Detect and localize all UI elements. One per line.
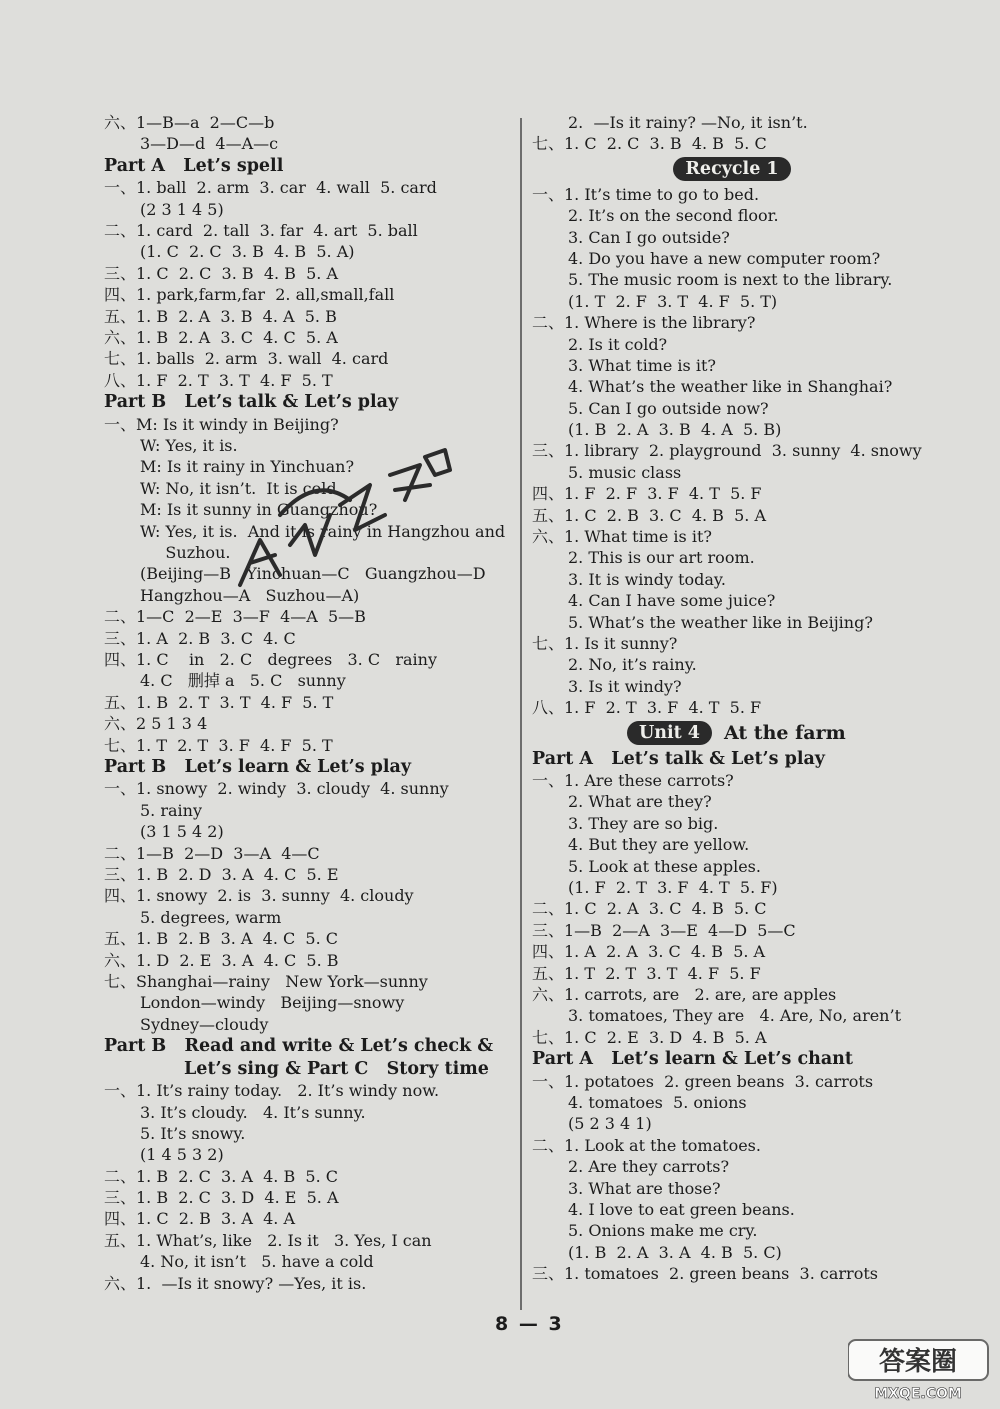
answer-line: W: Yes, it is. [140, 436, 238, 456]
section-banner [522, 157, 942, 181]
answer-line: 七、1. C 2. E 3. D 4. B 5. A [532, 1027, 767, 1047]
answer-line: 五、1. B 2. T 3. T 4. F 5. T [104, 692, 334, 712]
answer-line: 五、1. What’s, like 2. Is it 3. Yes, I can [104, 1230, 432, 1250]
answer-line: 四、1. F 2. F 3. F 4. T 5. F [532, 484, 762, 504]
answer-line: 四、1. C 2. B 3. A 4. A [104, 1209, 296, 1229]
answer-line: 五、1. B 2. A 3. B 4. A 5. B [104, 306, 337, 326]
left-column [104, 112, 512, 1294]
watermark-logo [848, 1338, 993, 1404]
answer-line: 三、1. tomatoes 2. green beans 3. carrots [532, 1264, 878, 1284]
answer-line: (Beijing—B Yinchuan—C Guangzhou—D [140, 564, 486, 584]
answer-line: 5. Can I go outside now? [568, 398, 769, 418]
answer-line: 二、1. C 2. A 3. C 4. B 5. C [532, 899, 767, 919]
section-banner [532, 721, 942, 745]
section-heading: Part A Let’s learn & Let’s chant [532, 1049, 853, 1070]
answer-line: 一、1. It’s time to go to bed. [532, 184, 760, 204]
answer-line: 三、1. C 2. C 3. B 4. B 5. A [104, 263, 339, 283]
section-badge: Unit 4 [627, 721, 712, 745]
answer-line: (1. B 2. A 3. B 4. A 5. B) [568, 420, 782, 440]
section-heading: Part B Let’s learn & Let’s play [104, 756, 412, 777]
answer-line: (1. B 2. A 3. A 4. B 5. C) [568, 1242, 782, 1262]
answer-line: (1. C 2. C 3. B 4. B 5. A) [140, 242, 355, 262]
answer-line: (1. T 2. F 3. T 4. F 5. T) [568, 291, 778, 311]
answer-line: 三、1—B 2—A 3—E 4—D 5—C [532, 920, 796, 940]
answer-line: 3. It’s cloudy. 4. It’s sunny. [140, 1102, 366, 1122]
section-heading: Part B Read and write & Let’s check & [104, 1036, 494, 1057]
answer-line: Hangzhou—A Suzhou—A) [140, 585, 360, 605]
answer-line: (1. F 2. T 3. F 4. T 5. F) [568, 878, 778, 897]
answer-line: 4. tomatoes 5. onions [568, 1093, 747, 1113]
answer-line: 四、1. A 2. A 3. C 4. B 5. A [532, 942, 766, 962]
answer-line: 一、M: Is it windy in Beijing? [104, 414, 339, 434]
answer-line: 3. They are so big. [568, 813, 719, 833]
answer-line: 5. What’s the weather like in Beijing? [568, 612, 873, 632]
answer-line: 六、1. What time is it? [532, 527, 712, 547]
column-divider [520, 118, 522, 1310]
answer-line: 二、1—B 2—D 3—A 4—C [104, 843, 320, 863]
answer-line: 3. What are those? [568, 1178, 721, 1198]
answer-line: 4. But they are yellow. [568, 835, 750, 855]
answer-line: 七、1. Is it sunny? [532, 633, 678, 653]
section-heading: Part B Let’s talk & Let’s play [104, 392, 399, 413]
answer-line: (2 3 1 4 5) [140, 199, 224, 219]
answer-line: 七、1. T 2. T 3. F 4. F 5. T [104, 735, 333, 755]
answer-line: 3. Can I go outside? [568, 227, 730, 247]
answer-line: (5 2 3 4 1) [568, 1114, 652, 1134]
answer-line: 五、1. T 2. T 3. T 4. F 5. F [532, 963, 761, 983]
answer-line: (1 4 5 3 2) [140, 1145, 224, 1165]
answer-line: 五、1. C 2. B 3. C 4. B 5. A [532, 505, 767, 525]
answer-line: 一、1. It’s rainy today. 2. It’s windy now. [104, 1081, 440, 1101]
answer-line: 3. tomatoes, They are 4. Are, No, aren’t [568, 1006, 901, 1026]
answer-line: 4. C 删掉 a 5. C sunny [140, 671, 346, 691]
section-heading: Let’s sing & Part C Story time [184, 1058, 489, 1079]
answer-line: 二、1. B 2. C 3. A 4. B 5. C [104, 1166, 339, 1186]
answer-line: 5. It’s snowy. [140, 1123, 246, 1143]
answer-line: 2. What are they? [568, 792, 712, 812]
answer-line: 5. Look at these apples. [568, 856, 761, 876]
answer-line: W: Yes, it is. And it is rainy in Hangzhou and [140, 521, 506, 541]
answer-line: 4. I love to eat green beans. [568, 1199, 795, 1219]
unit-title: At the farm [724, 721, 846, 744]
answer-line: 七、Shanghai—rainy New York—sunny [104, 971, 428, 991]
answer-line: W: No, it isn’t. It is cold. [140, 478, 342, 498]
answer-line: 八、1. F 2. T 3. T 4. F 5. T [104, 370, 333, 390]
answer-line: 二、1. Look at the tomatoes. [532, 1135, 761, 1155]
answer-line: 2. —Is it rainy? —No, it isn’t. [568, 113, 808, 132]
svg-text:答案圈: 答案圈 [878, 1347, 958, 1377]
answer-line: 二、1—C 2—E 3—F 4—A 5—B [104, 607, 366, 627]
answer-line: 3—D—d 4—A—c [140, 134, 279, 154]
answer-line: 2. It’s on the second floor. [568, 206, 779, 226]
answer-line: 3. Is it windy? [568, 676, 682, 696]
answer-line: 七、1. C 2. C 3. B 4. B 5. C [532, 134, 767, 154]
answer-line: 一、1. Are these carrots? [532, 771, 734, 791]
handwritten-note-graphic [220, 445, 470, 595]
answer-line: 八、1. F 2. T 3. F 4. T 5. F [532, 698, 762, 718]
section-badge: Recycle 1 [673, 157, 790, 181]
answer-line: 4. Do you have a new computer room? [568, 248, 881, 268]
answer-line: 六、1. —Is it snowy? —Yes, it is. [104, 1273, 367, 1293]
answer-line: Suzhou. [140, 543, 231, 563]
answer-line: 六、1—B—a 2—C—b [104, 113, 275, 132]
section-heading: Part A Let’s talk & Let’s play [532, 748, 825, 769]
answer-line: M: Is it sunny in Guangzhou? [140, 500, 378, 520]
answer-line: London—windy Beijing—snowy [140, 993, 405, 1013]
answer-line: 4. What’s the weather like in Shanghai? [568, 377, 893, 397]
answer-line: 三、1. B 2. C 3. D 4. E 5. A [104, 1188, 339, 1208]
answer-line: 4. Can I have some juice? [568, 591, 776, 611]
answer-line: 一、1. snowy 2. windy 3. cloudy 4. sunny [104, 779, 449, 799]
answer-line: 三、1. library 2. playground 3. sunny 4. snowy [532, 441, 922, 461]
section-heading: Part A Let’s spell [104, 155, 284, 176]
answer-line: Sydney—cloudy [140, 1014, 269, 1034]
answer-line: 5. The music room is next to the library. [568, 270, 893, 290]
answer-line: 3. What time is it? [568, 355, 716, 375]
answer-line: 二、1. Where is the library? [532, 313, 756, 333]
answer-line: 六、2 5 1 3 4 [104, 714, 208, 734]
answer-line: 2. No, it’s rainy. [568, 655, 697, 675]
answer-line: 一、1. ball 2. arm 3. car 4. wall 5. card [104, 178, 437, 198]
svg-text:MXQE.COM: MXQE.COM [874, 1386, 962, 1402]
answer-line: 三、1. B 2. D 3. A 4. C 5. E [104, 865, 339, 884]
answer-line: 四、1. park,farm,far 2. all,small,fall [104, 285, 395, 305]
answer-line: 六、1. B 2. A 3. C 4. C 5. A [104, 328, 338, 348]
answer-line: 三、1. A 2. B 3. C 4. C [104, 628, 296, 648]
answer-line: M: Is it rainy in Yinchuan? [140, 457, 355, 477]
answer-line: 5. rainy [140, 800, 202, 820]
answer-line: 二、1. card 2. tall 3. far 4. art 5. ball [104, 221, 418, 241]
answer-line: 六、1. D 2. E 3. A 4. C 5. B [104, 950, 339, 970]
answer-line: 3. It is windy today. [568, 569, 726, 589]
answer-line: 4. No, it isn’t 5. have a cold [140, 1252, 374, 1272]
answer-line: 2. This is our art room. [568, 548, 755, 568]
answer-line: 一、1. potatoes 2. green beans 3. carrots [532, 1071, 874, 1091]
answer-line: 五、1. B 2. B 3. A 4. C 5. C [104, 929, 339, 949]
answer-line: 四、1. snowy 2. is 3. sunny 4. cloudy [104, 886, 414, 906]
answer-line: 5. music class [568, 462, 682, 482]
answer-line: 七、1. balls 2. arm 3. wall 4. card [104, 349, 389, 369]
answer-line: 2. Is it cold? [568, 334, 668, 354]
answer-line: 四、1. C in 2. C degrees 3. C rainy [104, 649, 437, 669]
page-number: 8 — 3 [495, 1313, 564, 1335]
answer-line: 5. degrees, warm [140, 907, 282, 927]
answer-line: (3 1 5 4 2) [140, 822, 224, 842]
answer-line: 5. Onions make me cry. [568, 1221, 758, 1241]
answer-line: 六、1. carrots, are 2. are, are apples [532, 984, 837, 1004]
answer-line: 2. Are they carrots? [568, 1157, 730, 1177]
right-column [532, 112, 942, 1285]
